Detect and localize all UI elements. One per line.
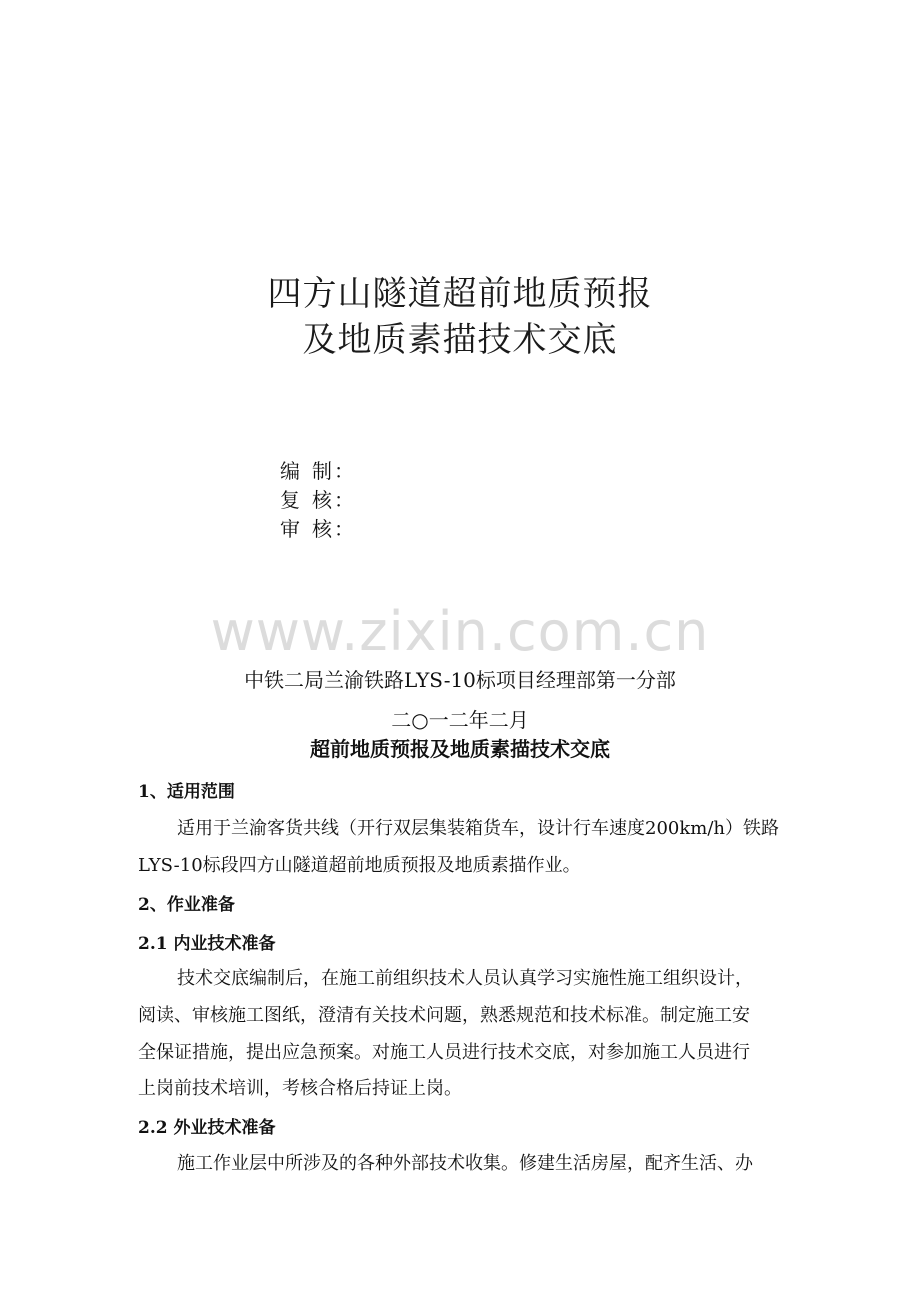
section-heading-2-2: 2.2 外业技术准备 xyxy=(138,1118,276,1138)
paragraph-line: 阅读、审核施工图纸，澄清有关技术问题，熟悉规范和技术标准。制定施工安 xyxy=(138,1005,750,1026)
watermark: www.zixin.com.cn xyxy=(210,600,710,663)
paragraph-line: 技术交底编制后，在施工前组织技术人员认真学习实施性施工组织设计， xyxy=(177,968,753,989)
sign-label-char: 审 xyxy=(280,517,302,541)
section-heading-2-1: 2.1 内业技术准备 xyxy=(138,934,276,954)
cover-date: 二○一二年二月 xyxy=(391,708,529,732)
paragraph-line: 全保证措施，提出应急预案。对施工人员进行技术交底，对参加施工人员进行 xyxy=(138,1042,750,1063)
sign-label-char: 编 xyxy=(280,459,302,483)
sign-label-char: 核： xyxy=(312,488,356,512)
paragraph-line: 适用于兰渝客货共线（开行双层集装箱货车，设计行车速度200km/h）铁路 xyxy=(177,818,779,839)
paragraph-line: 施工作业层中所涉及的各种外部技术收集。修建生活房屋，配齐生活、办 xyxy=(177,1153,753,1174)
paragraph-line: LYS-10标段四方山隧道超前地质预报及地质素描作业。 xyxy=(138,855,581,876)
sign-label-char: 复 xyxy=(280,488,302,512)
sign-label-char: 制： xyxy=(312,459,356,483)
section-heading-2: 2、作业准备 xyxy=(138,895,235,915)
paragraph-line: 上岗前技术培训，考核合格后持证上岗。 xyxy=(138,1078,462,1099)
sign-row-reviewed xyxy=(280,484,356,513)
cover-title-line-1: 四方山隧道超前地质预报 xyxy=(267,274,653,314)
document-title: 超前地质预报及地质素描技术交底 xyxy=(310,737,610,761)
section-heading-1: 1、适用范围 xyxy=(138,782,235,802)
sign-label-char: 核： xyxy=(312,517,356,541)
organization-name: 中铁二局兰渝铁路LYS-10标项目经理部第一分部 xyxy=(244,668,676,692)
sign-row-compiled xyxy=(280,455,356,484)
cover-title-line-2: 及地质素描技术交底 xyxy=(302,320,618,360)
sign-row-approved xyxy=(280,513,356,542)
